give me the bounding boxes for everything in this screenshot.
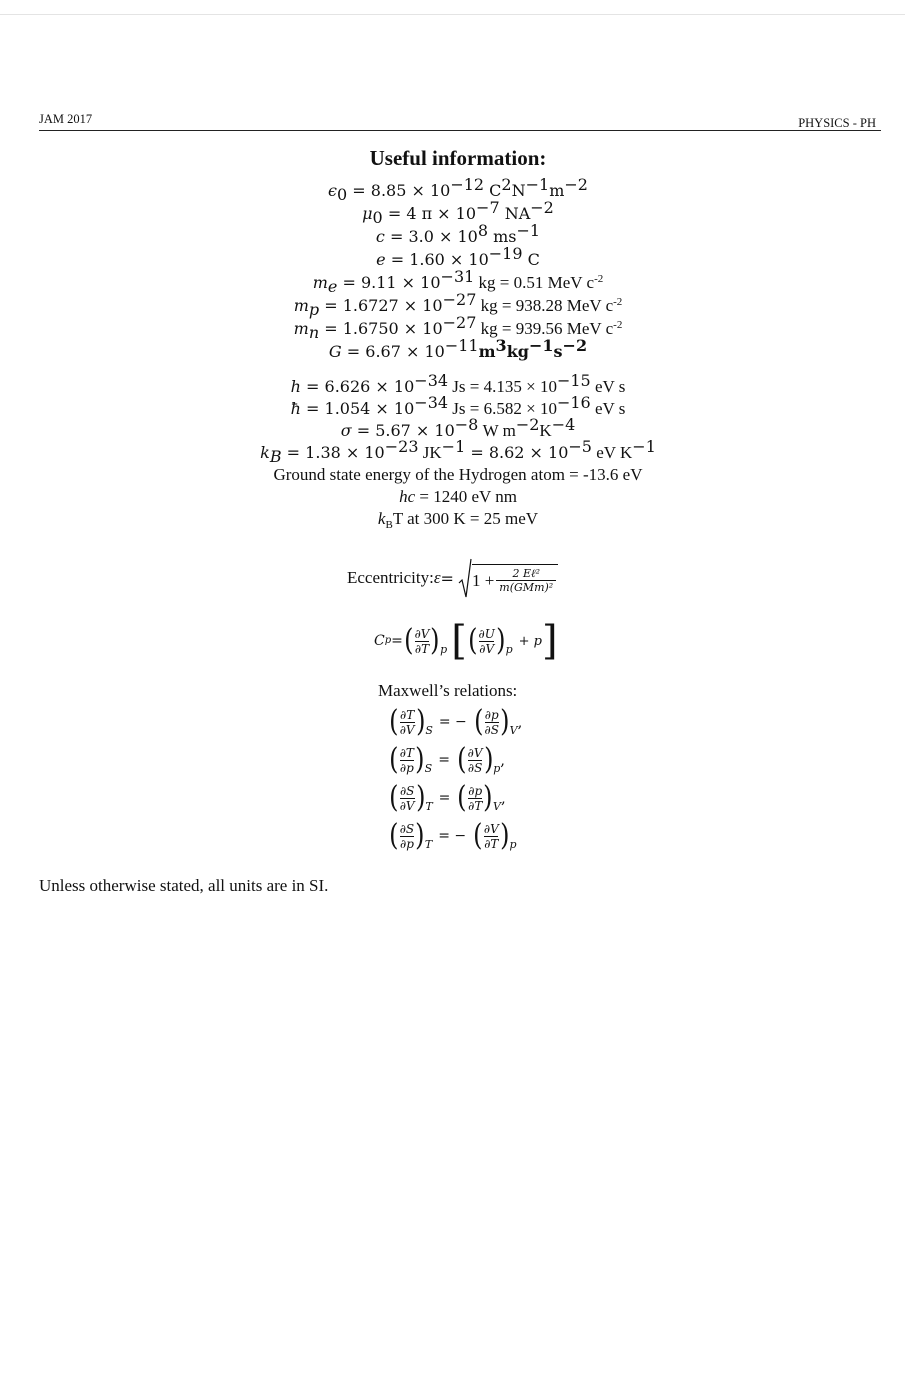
eq-electron-charge: $e = 1.60 \times 10^{-19}$ C: [376, 244, 540, 269]
eq-hbar: ħ = $1.054 \times 10^{-34}$ $Js = 6.582 \times 10^{-16}$ eV s: [290, 393, 626, 418]
maxwell-relation-row: ( ∂T ∂V ) S = − ( ∂p ∂S ) V ,: [389, 704, 523, 739]
heat-capacity-formula: C p = ( ∂V ∂T ) p [ ( ∂U ∂V ) p + p ]: [374, 618, 558, 664]
eccentricity-label: Eccentricity:: [347, 568, 434, 587]
eq-boltzmann: $k_B = 1.38 \times 10^{-23}$ $JK^{-1} = 8.62 \times 10^{-5}$ eV $K^{-1}$: [260, 437, 656, 466]
eq-gravitational-constant: $G = 6.67 \times 10^{-11}m^3kg^{-1}s^{-2}$: [328, 336, 588, 361]
header-rule: [39, 130, 881, 131]
eq-proton-mass: $m_p = 1.6727 \times 10^{-27}$ kg = 938.28 MeV $c^{-2}$: [293, 290, 623, 319]
maxwell-relation-row: [388, 817, 522, 855]
top-rule: [0, 14, 905, 15]
maxwell-lhs-derivative: ( ∂S ∂p ) T: [389, 818, 433, 853]
maxwell-relations: [388, 703, 522, 855]
maxwell-operator: = −: [438, 828, 467, 844]
eq-hydrogen-ground-state: Ground state energy of the Hydrogen atom = -13.6 eV: [273, 465, 643, 484]
radicand: 1 + $\frac{\text{2 Eℓ²}}{\text{m(GMm)²}}$: [472, 564, 558, 595]
eq-mu0: $\mu_0 = 4$ $\pi \times 10^{-7}$ $NA^{-2}$: [362, 198, 554, 227]
eq-neutron-mass: $m_n = 1.6750 \times 10^{-27}$ kg = 939.56 MeV $c^{-2}$: [293, 313, 623, 342]
eq-electron-mass: $m_e = 9.11 \times 10^{-31}$ kg = 0.51 MeV $c^{-2}$: [312, 267, 604, 296]
header-exam-name: JAM 2017: [39, 112, 93, 126]
maxwell-operator: =: [438, 752, 450, 768]
eq-stefan-boltzmann: $\sigma = 5.67 \times 10^{-8}$ W $m^{-2}K^{-4}$: [340, 415, 576, 440]
constants-block-2: [0, 371, 905, 531]
radical-sign: [458, 557, 472, 599]
eq-hc: hc = 1240 eV nm: [399, 487, 517, 506]
partial-du-dv: ( ∂U ∂V ) p: [468, 623, 513, 658]
maxwell-rhs-derivative: ( ∂V ∂S ) p: [457, 742, 501, 777]
maxwell-operator: =: [438, 790, 451, 806]
eccentricity-fraction: $\frac{\text{2 Eℓ²}}{\text{m(GMm)²}}$: [496, 567, 556, 595]
maxwell-rhs-derivative: ( ∂p ∂S ) V: [473, 704, 518, 739]
section-title: Useful information:: [369, 146, 547, 170]
eq-speed-of-light: $c = 3.0 \times 10^8$ $ms^{-1}$: [375, 221, 541, 246]
header-subject: PHYSICS - PH: [798, 116, 876, 130]
maxwell-operator: = −: [438, 714, 467, 730]
maxwell-lhs-derivative: ( ∂S ∂V ) T: [389, 780, 433, 815]
maxwell-lhs-derivative: ( ∂T ∂p ) S: [389, 742, 433, 777]
partial-dv-dt: ( ∂V ∂T ) p: [404, 623, 448, 658]
eq-thermal-energy: $k_BT$ at 300 K = 25 meV: [377, 509, 539, 531]
eq-planck: $h = 6.626 \times 10^{-34}$ $Js = 4.135 \times 10^{-15}$ eV s: [290, 371, 626, 396]
eccentricity-formula: Eccentricity: ε = 1 + $\frac{\text{2 Eℓ²}}{\text{m(GMm)²}}$: [347, 556, 558, 600]
maxwell-rhs-derivative: ( ∂V ∂T ) p: [473, 818, 517, 853]
constants-block-1: [0, 175, 905, 363]
units-note: Unless otherwise stated, all units are in SI.: [39, 876, 329, 895]
eq-epsilon0: $\epsilon_0 = 8.85 \times 10^{-12}$ $C^2N^{-1}m^{-2}$: [328, 175, 588, 204]
maxwell-rhs-derivative: ( ∂p ∂T ) V: [457, 780, 501, 815]
maxwell-lhs-derivative: ( ∂T ∂V ) S: [389, 704, 433, 739]
maxwell-relation-row: ( ∂T ∂p ) S = ( ∂V ∂S ) p ,: [389, 742, 506, 777]
maxwell-label: Maxwell’s relations:: [378, 681, 518, 700]
maxwell-relation-row: ( ∂S ∂V ) T = ( ∂p ∂T ) V ,: [389, 780, 506, 815]
